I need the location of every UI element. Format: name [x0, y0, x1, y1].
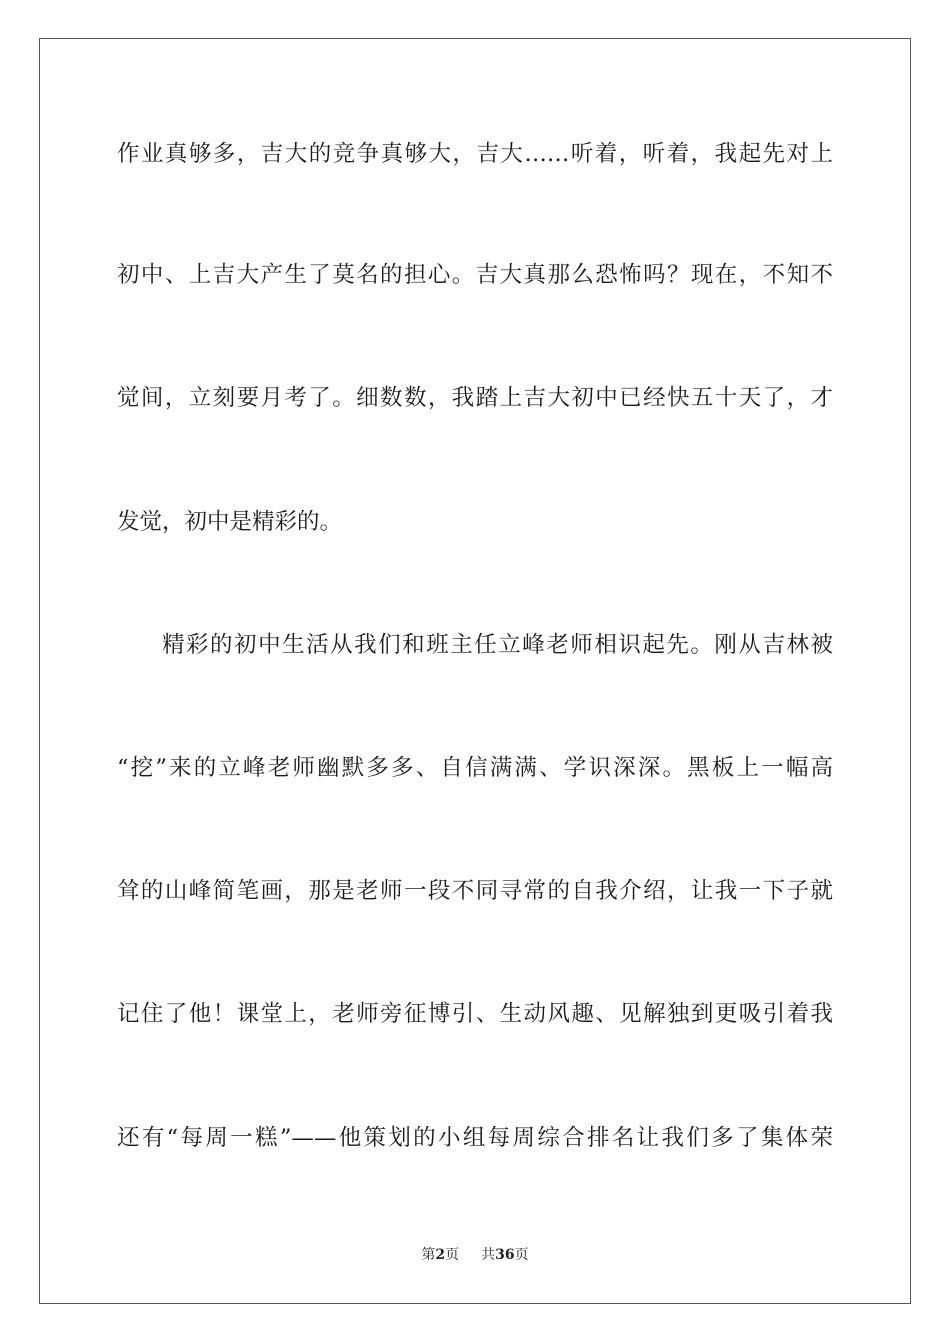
page-border — [39, 38, 911, 1304]
paragraph-2-line-2: “挖”来的立峰老师幽默多多、自信满满、学识深深。黑板上一幅高 — [117, 755, 833, 781]
paragraph-1-line-4: 发觉，初中是精彩的。 — [117, 509, 343, 535]
paragraph-2-line-1: 精彩的初中生活从我们和班主任立峰老师相识起先。刚从吉林被 — [162, 632, 833, 658]
paragraph-2-line-3: 耸的山峰简笔画，那是老师一段不同寻常的自我介绍，让我一下子就 — [117, 878, 833, 904]
paragraph-2-line-5: 还有“每周一糕”——他策划的小组每周综合排名让我们多了集体荣 — [117, 1125, 833, 1151]
paragraph-1-line-1: 作业真够多，吉大的竞争真够大，吉大……听着，听着，我起先对上 — [117, 141, 833, 167]
page-suffix: 页 — [445, 1247, 460, 1263]
page-number: 2 — [435, 1247, 446, 1263]
paragraph-2-line-4: 记住了他！课堂上，老师旁征博引、生动风趣、见解独到更吸引着我 — [117, 1001, 833, 1027]
total-pages: 36 — [495, 1247, 515, 1263]
page-footer — [0, 1246, 950, 1264]
total-prefix: 共 — [481, 1247, 496, 1263]
total-suffix: 页 — [514, 1247, 529, 1263]
page-prefix: 第 — [421, 1247, 436, 1263]
paragraph-1-line-2: 初中、上吉大产生了莫名的担心。吉大真那么恐怖吗？现在，不知不 — [117, 262, 833, 288]
paragraph-1-line-3: 觉间，立刻要月考了。细数数，我踏上吉大初中已经快五十天了，才 — [117, 385, 833, 411]
